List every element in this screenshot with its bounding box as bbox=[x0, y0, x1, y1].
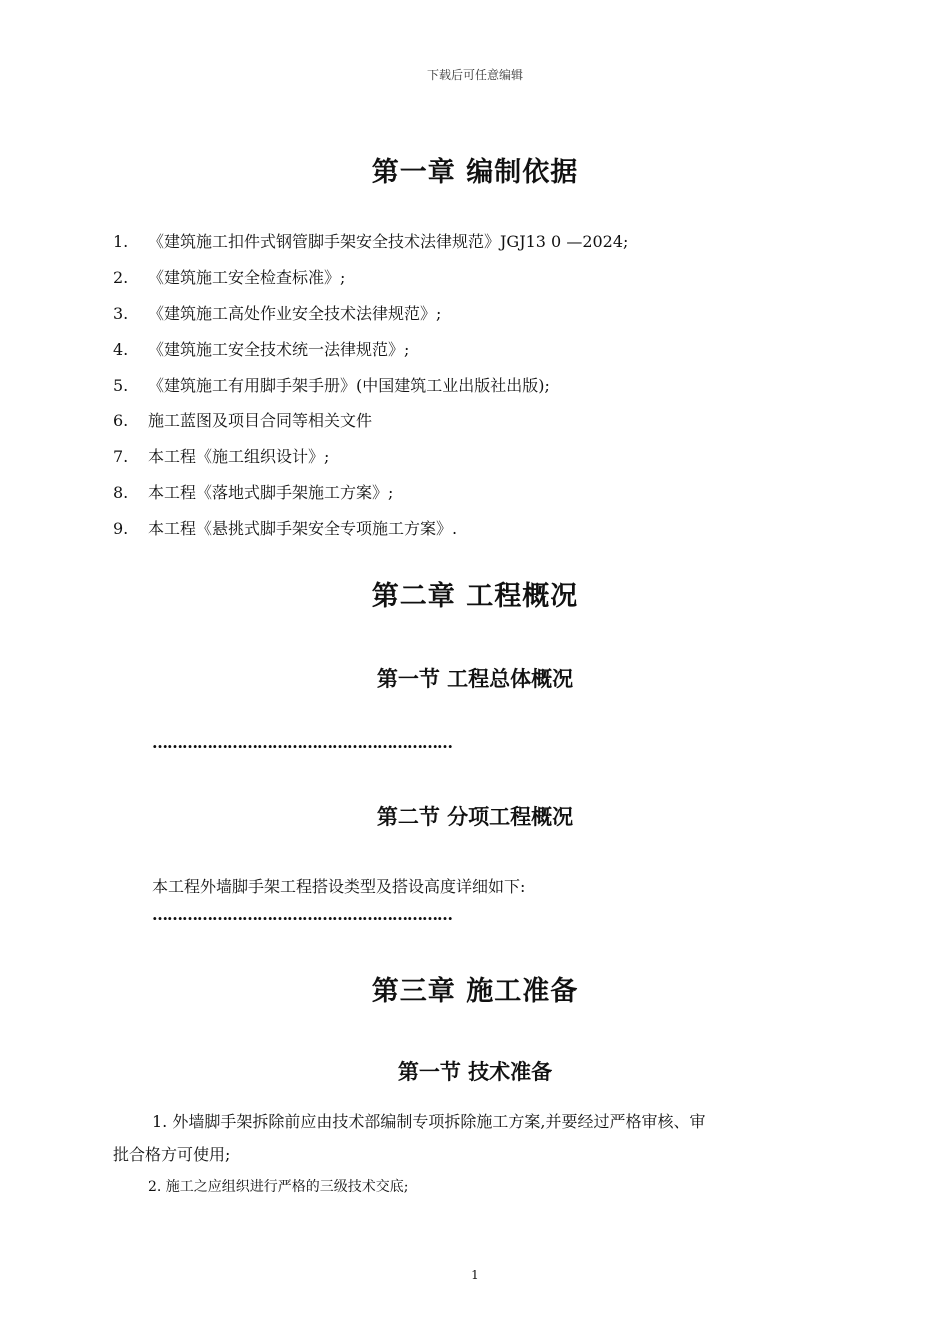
section-overall-overview-title: 第一节 工程总体概况 bbox=[376, 667, 574, 691]
reference-text: 本工程《施工组织设计》; bbox=[148, 447, 330, 466]
reference-number: 4. bbox=[113, 340, 129, 359]
technical-item-1-line-2: 批合格方可使用; bbox=[113, 1145, 231, 1164]
chapter-1-title: 第一章 编制依据 bbox=[371, 157, 579, 188]
section-subproject-overview-title: 第二节 分项工程概况 bbox=[376, 805, 574, 829]
reference-text: 《建筑施工安全检查标准》; bbox=[148, 268, 346, 287]
reference-number: 2. bbox=[113, 268, 129, 287]
reference-number: 3. bbox=[113, 304, 129, 323]
reference-number: 6. bbox=[113, 411, 129, 430]
reference-item-8 bbox=[113, 480, 393, 503]
section-technical-preparation-title: 第一节 技术准备 bbox=[397, 1060, 553, 1084]
omitted-content-dots: …………………………………………………… bbox=[152, 733, 452, 752]
reference-text: 本工程《落地式脚手架施工方案》; bbox=[148, 483, 394, 502]
reference-item-3 bbox=[113, 301, 441, 324]
reference-text: 《建筑施工有用脚手架手册》(中国建筑工业出版社出版); bbox=[148, 376, 550, 395]
page-number: 1 bbox=[471, 1268, 479, 1282]
reference-number: 1. bbox=[113, 232, 129, 251]
reference-item-7 bbox=[113, 444, 329, 467]
page-header-note: 下载后可任意编辑 bbox=[426, 68, 523, 82]
reference-number: 7. bbox=[113, 447, 129, 466]
omitted-content-dots: …………………………………………………… bbox=[152, 905, 452, 924]
chapter-3-title: 第三章 施工准备 bbox=[371, 976, 579, 1007]
reference-text: 施工蓝图及项目合同等相关文件 bbox=[148, 411, 373, 430]
chapter-2-title: 第二章 工程概况 bbox=[371, 581, 579, 612]
reference-item-6 bbox=[113, 408, 372, 431]
reference-number: 8. bbox=[113, 483, 129, 502]
reference-text: 《建筑施工扣件式钢管脚手架安全技术法律规范》JGJ13 0 —2024; bbox=[148, 232, 629, 251]
reference-item-5 bbox=[113, 373, 550, 396]
subproject-intro-text: 本工程外墙脚手架工程搭设类型及搭设高度详细如下: bbox=[152, 877, 526, 896]
reference-item-2 bbox=[113, 265, 345, 288]
reference-item-4 bbox=[113, 337, 409, 360]
reference-text: 《建筑施工安全技术统一法律规范》; bbox=[148, 340, 410, 359]
technical-item-2: 2. 施工之应组织进行严格的三级技术交底; bbox=[148, 1179, 409, 1195]
reference-text: 《建筑施工高处作业安全技术法律规范》; bbox=[148, 304, 442, 323]
reference-text: 本工程《悬挑式脚手架安全专项施工方案》. bbox=[148, 519, 458, 538]
reference-number: 9. bbox=[113, 519, 129, 538]
reference-number: 5. bbox=[113, 376, 129, 395]
reference-item-1 bbox=[113, 229, 628, 252]
technical-item-1-line-1: 1. 外墙脚手架拆除前应由技术部编制专项拆除施工方案,并要经过严格审核、审 bbox=[152, 1112, 706, 1131]
reference-item-9 bbox=[113, 516, 457, 539]
